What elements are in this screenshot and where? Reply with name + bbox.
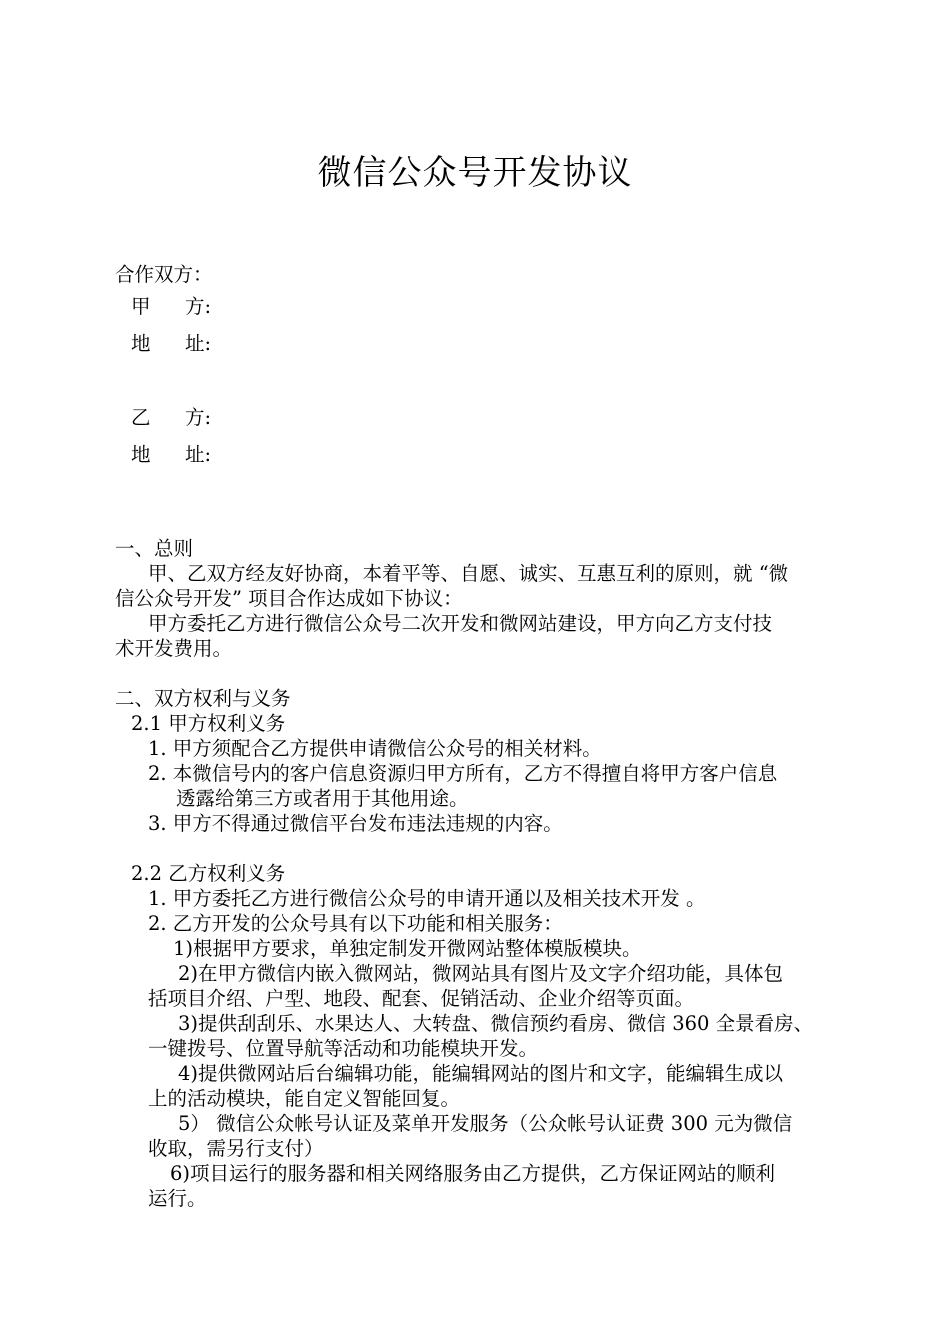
service-item5-line2: 收取，需另行支付） xyxy=(148,1137,324,1160)
service-item1: 1)根据甲方要求，单独定制发开微网站整体模版模块。 xyxy=(173,937,642,960)
service-item2-line1: 2)在甲方微信内嵌入微网站，微网站具有图片及文字介绍功能，具体包 xyxy=(178,962,784,985)
service-item4-line2: 上的活动模块，能自定义智能回复。 xyxy=(148,1087,461,1110)
address-b-label-char1: 地 xyxy=(131,443,151,466)
address-b-label-char2: 址: xyxy=(185,443,212,466)
party-b-label-char1: 乙 xyxy=(131,406,151,429)
subsection-2-2-heading: 2.2 乙方权利义务 xyxy=(131,862,286,885)
document-title: 微信公众号开发协议 xyxy=(317,153,633,193)
section2-heading: 二、双方权利与义务 xyxy=(115,687,291,710)
subsection-2-1-item2-line1: 2. 本微信号内的客户信息资源归甲方所有，乙方不得擅自将甲方客户信息 xyxy=(148,762,778,785)
party-a-label-char2: 方: xyxy=(185,295,212,318)
parties-heading: 合作双方： xyxy=(115,263,213,286)
section1-paragraph1-line2: 信公众号开发” 项目合作达成如下协议： xyxy=(115,587,463,610)
party-b-label-char2: 方: xyxy=(185,406,212,429)
party-a-label-char1: 甲 xyxy=(131,295,151,318)
service-item3-line1: 3)提供刮刮乐、水果达人、大转盘、微信预约看房、微信 360 全景看房、 xyxy=(178,1012,814,1035)
subsection-2-1-heading: 2.1 甲方权利义务 xyxy=(131,712,286,735)
service-item6-line1: 6)项目运行的服务器和相关网络服务由乙方提供，乙方保证网站的顺利 xyxy=(170,1162,776,1185)
section1-paragraph2-line2: 术开发费用。 xyxy=(115,637,233,660)
subsection-2-2-item2: 2. 乙方开发的公众号具有以下功能和相关服务： xyxy=(148,912,563,935)
subsection-2-1-item1: 1. 甲方须配合乙方提供申请微信公众号的相关材料。 xyxy=(148,737,602,760)
section1-paragraph1-line1: 甲、乙双方经友好协商，本着平等、自愿、诚实、互惠互利的原则，就 “微 xyxy=(148,562,789,585)
subsection-2-1-item3: 3. 甲方不得通过微信平台发布违法违规的内容。 xyxy=(148,812,563,835)
address-a-label-char1: 地 xyxy=(131,332,151,355)
section1-paragraph2-line1: 甲方委托乙方进行微信公众号二次开发和微网站建设，甲方向乙方支付技 xyxy=(148,612,773,635)
section1-heading: 一、总则 xyxy=(115,537,194,560)
service-item5-line1: 5） 微信公众帐号认证及菜单开发服务（公众帐号认证费 300 元为微信 xyxy=(178,1112,793,1135)
address-a-label-char2: 址: xyxy=(185,332,212,355)
service-item6-line2: 运行。 xyxy=(148,1187,207,1210)
service-item4-line1: 4)提供微网站后台编辑功能，能编辑网站的图片和文字，能编辑生成以 xyxy=(178,1062,784,1085)
subsection-2-1-item2-line2: 透露给第三方或者用于其他用途。 xyxy=(176,787,469,810)
subsection-2-2-item1: 1. 甲方委托乙方进行微信公众号的申请开通以及相关技术开发 。 xyxy=(148,887,706,910)
service-item2-line2: 括项目介绍、户型、地段、配套、促销活动、企业介绍等页面。 xyxy=(148,987,695,1010)
service-item3-line2: 一键拨号、位置导航等活动和功能模块开发。 xyxy=(148,1037,539,1060)
